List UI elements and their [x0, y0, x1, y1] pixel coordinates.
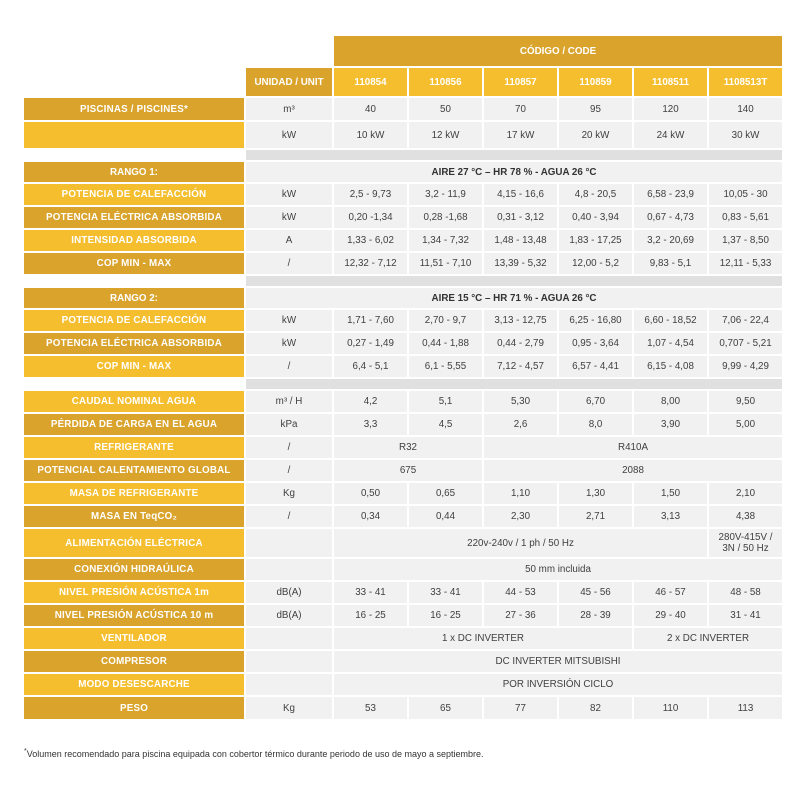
unit-cell: kW [246, 122, 332, 148]
conexion-row [24, 559, 782, 580]
value-cell: 46 - 57 [634, 582, 707, 603]
value-cell: POR INVERSIÓN CICLO [334, 674, 782, 695]
value-cell: 4,5 [409, 414, 482, 435]
value-cell: 4,15 - 16,6 [484, 184, 557, 205]
value-cell: 0,95 - 3,64 [559, 333, 632, 354]
value-cell: R32 [334, 437, 482, 458]
row-label: ALIMENTACIÓN ELÉCTRICA [24, 529, 244, 557]
value-cell: 220v-240v / 1 ph / 50 Hz [334, 529, 707, 557]
value-cell: 1 x DC INVERTER [334, 628, 632, 649]
value-cell: 12,11 - 5,33 [709, 253, 782, 274]
value-cell: 77 [484, 697, 557, 719]
value-cell: 5,1 [409, 391, 482, 412]
value-cell: 0,44 [409, 506, 482, 527]
value-cell: 1,71 - 7,60 [334, 310, 407, 331]
value-cell: 13,39 - 5,32 [484, 253, 557, 274]
alimentacion-row [24, 529, 782, 557]
value-cell: 0,707 - 5,21 [709, 333, 782, 354]
value-cell: 6,57 - 4,41 [559, 356, 632, 377]
unit-cell: kW [246, 310, 332, 331]
value-cell: 82 [559, 697, 632, 719]
value-cell: 0,34 [334, 506, 407, 527]
value-cell: 44 - 53 [484, 582, 557, 603]
unit-cell: A [246, 230, 332, 251]
unit-cell [246, 529, 332, 557]
row-label: VENTILADOR [24, 628, 244, 649]
code-cell: 110857 [484, 68, 557, 96]
row-label: COMPRESOR [24, 651, 244, 672]
value-cell: 2,10 [709, 483, 782, 504]
value-cell: R410A [484, 437, 782, 458]
value-cell: 120 [634, 98, 707, 120]
value-cell: 6,60 - 18,52 [634, 310, 707, 331]
value-cell: 10 kW [334, 122, 407, 148]
value-cell: 50 [409, 98, 482, 120]
value-cell: 1,83 - 17,25 [559, 230, 632, 251]
value-cell: 30 kW [709, 122, 782, 148]
row-label: POTENCIA DE CALEFACCIÓN [24, 184, 244, 205]
value-cell: 6,4 - 5,1 [334, 356, 407, 377]
value-cell: 53 [334, 697, 407, 719]
unit-cell: m³ / H [246, 391, 332, 412]
r1-intensidad-row [24, 230, 782, 251]
value-cell: 8,0 [559, 414, 632, 435]
separator-row [24, 276, 782, 286]
value-cell: 0,27 - 1,49 [334, 333, 407, 354]
value-cell: 0,40 - 3,94 [559, 207, 632, 228]
value-cell: 8,00 [634, 391, 707, 412]
row-label: MASA DE REFRIGERANTE [24, 483, 244, 504]
row-label: PISCINAS / PISCINES* [24, 98, 244, 120]
value-cell: 6,70 [559, 391, 632, 412]
value-cell: 7,12 - 4,57 [484, 356, 557, 377]
value-cell: 3,2 - 11,9 [409, 184, 482, 205]
row-label: MODO DESESCARCHE [24, 674, 244, 695]
unit-cell: kW [246, 184, 332, 205]
value-cell: 45 - 56 [559, 582, 632, 603]
value-cell: 2,6 [484, 414, 557, 435]
row-label: PÉRDIDA DE CARGA EN EL AGUA [24, 414, 244, 435]
value-cell: 1,37 - 8,50 [709, 230, 782, 251]
refrigerante-row [24, 437, 782, 458]
value-cell: 20 kW [559, 122, 632, 148]
value-cell: 12,00 - 5,2 [559, 253, 632, 274]
row-label: POTENCIA DE CALEFACCIÓN [24, 310, 244, 331]
unit-cell: kW [246, 333, 332, 354]
range2-row [24, 288, 782, 308]
value-cell: 33 - 41 [409, 582, 482, 603]
value-cell: 0,20 -1,34 [334, 207, 407, 228]
unit-cell: kW [246, 207, 332, 228]
separator-row [24, 379, 782, 389]
peso-row [24, 697, 782, 719]
unit-cell: / [246, 356, 332, 377]
row-label: POTENCIAL CALENTAMIENTO GLOBAL [24, 460, 244, 481]
value-cell: 10,05 - 30 [709, 184, 782, 205]
value-cell: 50 mm incluida [334, 559, 782, 580]
caudal-row [24, 391, 782, 412]
nivel10-row [24, 605, 782, 626]
r2-potencia-elec-row [24, 333, 782, 354]
piscinas-row [24, 98, 782, 120]
value-cell: 65 [409, 697, 482, 719]
value-cell: 4,2 [334, 391, 407, 412]
value-cell: 2 x DC INVERTER [634, 628, 782, 649]
value-cell: 11,51 - 7,10 [409, 253, 482, 274]
value-cell: 4,8 - 20,5 [559, 184, 632, 205]
value-cell: 2088 [484, 460, 782, 481]
value-cell: 9,83 - 5,1 [634, 253, 707, 274]
row-label: REFRIGERANTE [24, 437, 244, 458]
range-label: RANGO 1: [24, 162, 244, 182]
value-cell: 4,38 [709, 506, 782, 527]
value-cell: 5,00 [709, 414, 782, 435]
value-cell: 1,48 - 13,48 [484, 230, 557, 251]
value-cell: DC INVERTER MITSUBISHI [334, 651, 782, 672]
value-cell: 16 - 25 [409, 605, 482, 626]
row-label: CAUDAL NOMINAL AGUA [24, 391, 244, 412]
range-conditions: AIRE 15 °C – HR 71 % - AGUA 26 °C [246, 288, 782, 308]
r1-cop-row [24, 253, 782, 274]
value-cell: 12 kW [409, 122, 482, 148]
value-cell: 113 [709, 697, 782, 719]
code-cell: 1108513T [709, 68, 782, 96]
value-cell: 6,1 - 5,55 [409, 356, 482, 377]
unit-cell: kPa [246, 414, 332, 435]
spec-table [22, 34, 784, 721]
value-cell: 3,3 [334, 414, 407, 435]
r2-cop-row [24, 356, 782, 377]
value-cell: 0,83 - 5,61 [709, 207, 782, 228]
unit-cell [246, 674, 332, 695]
value-cell: 3,13 [634, 506, 707, 527]
unit-cell: / [246, 253, 332, 274]
value-cell: 2,71 [559, 506, 632, 527]
value-cell: 0,67 - 4,73 [634, 207, 707, 228]
row-label: POTENCIA ELÉCTRICA ABSORBIDA [24, 333, 244, 354]
range-conditions: AIRE 27 °C – HR 78 % - AGUA 26 °C [246, 162, 782, 182]
r1-potencia-cal-row [24, 184, 782, 205]
value-cell: 6,58 - 23,9 [634, 184, 707, 205]
nivel1-row [24, 582, 782, 603]
value-cell: 2,70 - 9,7 [409, 310, 482, 331]
unit-cell: dB(A) [246, 582, 332, 603]
value-cell: 1,34 - 7,32 [409, 230, 482, 251]
value-cell: 0,44 - 2,79 [484, 333, 557, 354]
code-cell: 1108511 [634, 68, 707, 96]
row-label: COP MIN - MAX [24, 253, 244, 274]
kw-row [24, 122, 782, 148]
row-label: NIVEL PRESIÓN ACÚSTICA 10 m [24, 605, 244, 626]
value-cell: 48 - 58 [709, 582, 782, 603]
value-cell: 0,31 - 3,12 [484, 207, 557, 228]
unit-cell: / [246, 460, 332, 481]
value-cell: 24 kW [634, 122, 707, 148]
value-cell: 3,2 - 20,69 [634, 230, 707, 251]
code-title: CÓDIGO / CODE [334, 36, 782, 66]
value-cell: 2,30 [484, 506, 557, 527]
value-cell: 9,50 [709, 391, 782, 412]
unit-cell: m³ [246, 98, 332, 120]
value-cell: 16 - 25 [334, 605, 407, 626]
footnote-mark: * [24, 748, 27, 755]
value-cell: 0,50 [334, 483, 407, 504]
unit-cell [246, 559, 332, 580]
value-cell: 33 - 41 [334, 582, 407, 603]
value-cell: 12,32 - 7,12 [334, 253, 407, 274]
row-label: NIVEL PRESIÓN ACÚSTICA 1m [24, 582, 244, 603]
power-line-2: 3N / 50 Hz [722, 543, 769, 554]
value-cell: 9,99 - 4,29 [709, 356, 782, 377]
unit-cell: / [246, 506, 332, 527]
value-cell: 3,90 [634, 414, 707, 435]
value-cell: 0,28 -1,68 [409, 207, 482, 228]
unit-cell: / [246, 437, 332, 458]
value-cell: 27 - 36 [484, 605, 557, 626]
value-cell: 675 [334, 460, 482, 481]
row-label: MASA EN TeqCO₂ [24, 506, 244, 527]
value-cell: 140 [709, 98, 782, 120]
value-cell: 2,5 - 9,73 [334, 184, 407, 205]
value-cell: 1,33 - 6,02 [334, 230, 407, 251]
range-label: RANGO 2: [24, 288, 244, 308]
row-label: POTENCIA ELÉCTRICA ABSORBIDA [24, 207, 244, 228]
desescarche-row [24, 674, 782, 695]
footnote [24, 748, 484, 759]
value-cell: 70 [484, 98, 557, 120]
code-header-row [24, 36, 782, 66]
code-cell: 110859 [559, 68, 632, 96]
value-cell: 5,30 [484, 391, 557, 412]
value-cell: 0,44 - 1,88 [409, 333, 482, 354]
r2-potencia-cal-row [24, 310, 782, 331]
separator-row [24, 150, 782, 160]
value-cell: 6,25 - 16,80 [559, 310, 632, 331]
pcg-row [24, 460, 782, 481]
value-cell: 110 [634, 697, 707, 719]
unit-cell [246, 628, 332, 649]
value-cell: 31 - 41 [709, 605, 782, 626]
compresor-row [24, 651, 782, 672]
masa-teq-row [24, 506, 782, 527]
row-label: INTENSIDAD ABSORBIDA [24, 230, 244, 251]
unit-cell: Kg [246, 697, 332, 719]
masa-ref-row [24, 483, 782, 504]
row-label: COP MIN - MAX [24, 356, 244, 377]
value-cell: 1,10 [484, 483, 557, 504]
unit-cell [246, 651, 332, 672]
range1-row [24, 162, 782, 182]
value-cell [709, 529, 782, 557]
r1-potencia-elec-row [24, 207, 782, 228]
unit-title: UNIDAD / UNIT [246, 68, 332, 96]
value-cell: 7,06 - 22,4 [709, 310, 782, 331]
value-cell: 17 kW [484, 122, 557, 148]
value-cell: 0,65 [409, 483, 482, 504]
value-cell: 29 - 40 [634, 605, 707, 626]
value-cell: 40 [334, 98, 407, 120]
spec-sheet [24, 34, 781, 721]
value-cell: 1,07 - 4,54 [634, 333, 707, 354]
perdida-row [24, 414, 782, 435]
footnote-text: Volumen recomendado para piscina equipada con cobertor térmico durante periodo de uso de mayo a septiembre. [26, 749, 484, 759]
value-cell: 1,50 [634, 483, 707, 504]
codes-row [24, 68, 782, 96]
value-cell: 1,30 [559, 483, 632, 504]
ventilador-row [24, 628, 782, 649]
unit-cell: dB(A) [246, 605, 332, 626]
unit-cell: Kg [246, 483, 332, 504]
code-cell: 110854 [334, 68, 407, 96]
value-cell: 6,15 - 4,08 [634, 356, 707, 377]
row-label: CONEXIÓN HIDRAÚLICA [24, 559, 244, 580]
value-cell: 28 - 39 [559, 605, 632, 626]
value-cell: 95 [559, 98, 632, 120]
power-line-1: 280V-415V / [718, 532, 773, 543]
row-label: PESO [24, 697, 244, 719]
code-cell: 110856 [409, 68, 482, 96]
value-cell: 3,13 - 12,75 [484, 310, 557, 331]
